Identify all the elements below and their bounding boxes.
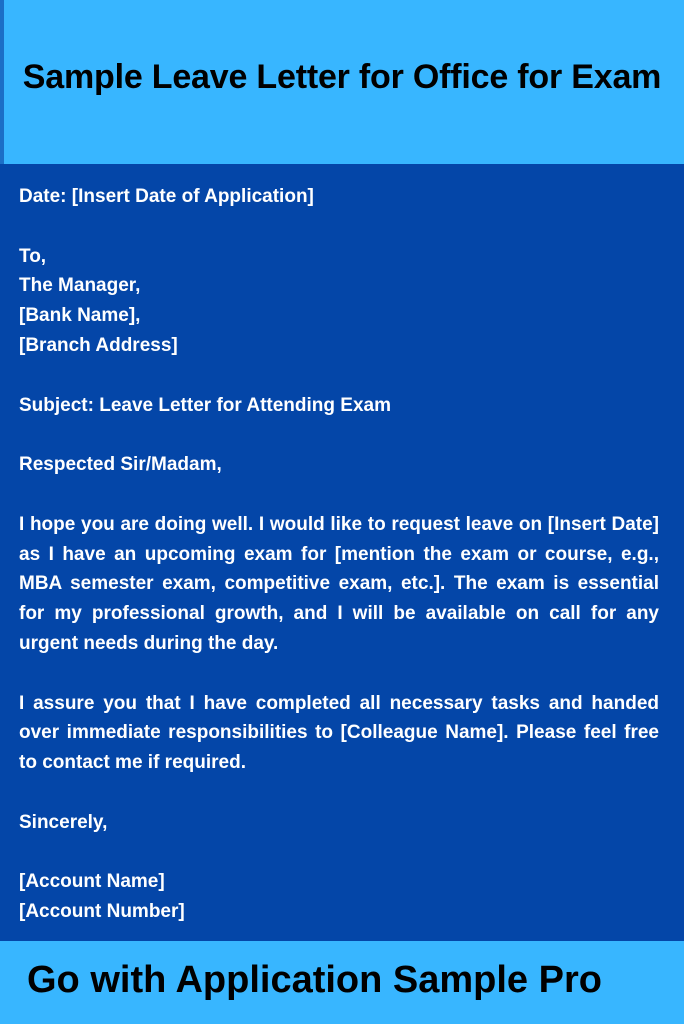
spacer xyxy=(19,480,659,510)
spacer xyxy=(19,420,659,450)
letter-branch-address: [Branch Address] xyxy=(19,334,178,356)
spacer xyxy=(19,659,659,689)
spacer xyxy=(19,838,659,868)
letter-to: To, xyxy=(19,245,47,267)
footer-banner xyxy=(0,941,684,1024)
footer-text: Go with Application Sample Pro xyxy=(27,959,602,1001)
page-title: Sample Leave Letter for Office for Exam xyxy=(22,58,662,96)
letter-subject: Subject: Leave Letter for Attending Exam xyxy=(19,394,391,416)
letter-paragraph-2: I assure you that I have completed all necessary tasks and handed over immediate responsibilities to [Colleague Name]. Please feel free to contact me if required. xyxy=(19,692,659,774)
spacer xyxy=(19,212,659,242)
letter-paragraph-1: I hope you are doing well. I would like to request leave on [Insert Date] as I have an upcoming exam for [mention the exam or course, e.g., MBA semester exam, competitive exam, etc.]. The exam is essential for my professional growth, and I will be available on call for any urgent needs during the day. xyxy=(19,513,659,654)
letter-account-number: [Account Number] xyxy=(19,901,185,923)
spacer xyxy=(19,361,659,391)
letter-recipient: The Manager, xyxy=(19,275,141,297)
letter-bank-name: [Bank Name], xyxy=(19,305,141,327)
letter-body xyxy=(19,182,659,927)
letter-closing: Sincerely, xyxy=(19,811,108,833)
letter-date: Date: [Insert Date of Application] xyxy=(19,186,314,207)
letter-salutation: Respected Sir/Madam, xyxy=(19,454,222,476)
spacer xyxy=(19,778,659,808)
header-banner xyxy=(0,0,684,164)
letter-account-name: [Account Name] xyxy=(19,871,165,893)
